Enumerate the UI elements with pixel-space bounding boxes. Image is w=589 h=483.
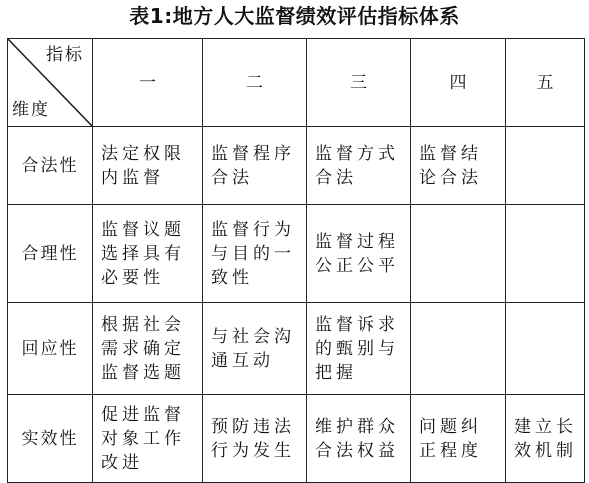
- table-cell: [506, 205, 585, 303]
- table-cell: [411, 205, 506, 303]
- column-header: 一: [93, 39, 203, 127]
- table-cell: 根据社会需求确定监督选题: [93, 303, 203, 395]
- table-cell: [506, 303, 585, 395]
- corner-header-cell: [8, 39, 93, 127]
- table-cell: 监督过程公正公平: [307, 205, 411, 303]
- table-cell: 监督方式合法: [307, 127, 411, 205]
- table-cell: 监督行为与目的一致性: [203, 205, 307, 303]
- table-row: [8, 303, 585, 395]
- table-cell: 预防违法行为发生: [203, 395, 307, 483]
- dimension-cell: 合理性: [8, 205, 93, 303]
- table-cell: [411, 303, 506, 395]
- table-cell: 监督程序合法: [203, 127, 307, 205]
- table-cell: 建立长效机制: [506, 395, 585, 483]
- table-cell: 维护群众合法权益: [307, 395, 411, 483]
- dimension-cell: 合法性: [8, 127, 93, 205]
- table-row: [8, 205, 585, 303]
- table-cell: 问题纠正程度: [411, 395, 506, 483]
- corner-indicator-label: 指标: [46, 45, 84, 65]
- table-row: [8, 127, 585, 205]
- table-cell: 监督诉求的甄别与把握: [307, 303, 411, 395]
- column-header: 三: [307, 39, 411, 127]
- corner-dimension-label: 维度: [12, 100, 50, 120]
- dimension-cell: 实效性: [8, 395, 93, 483]
- table-cell: [506, 127, 585, 205]
- table-cell: 与社会沟通互动: [203, 303, 307, 395]
- table-cell: 监督议题选择具有必要性: [93, 205, 203, 303]
- header-row: [8, 39, 585, 127]
- dimension-cell: 回应性: [8, 303, 93, 395]
- column-header: 五: [506, 39, 585, 127]
- table-cell: 监督结论合法: [411, 127, 506, 205]
- table-cell: 促进监督对象工作改进: [93, 395, 203, 483]
- column-header: 四: [411, 39, 506, 127]
- table-cell: 法定权限内监督: [93, 127, 203, 205]
- column-header: 二: [203, 39, 307, 127]
- table-title: 表1:地方人大监督绩效评估指标体系: [129, 4, 460, 28]
- indicator-table: [7, 38, 585, 483]
- table-row: [8, 395, 585, 483]
